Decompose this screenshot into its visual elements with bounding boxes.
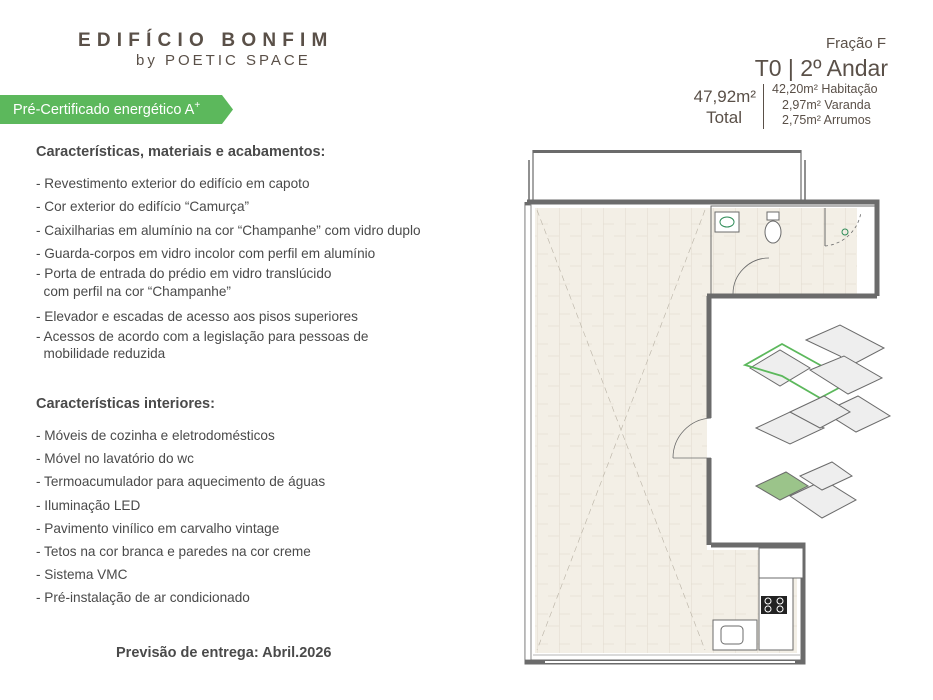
list-item: - Pré-instalação de ar condicionado	[36, 590, 250, 606]
total-area: 47,92m²	[693, 87, 756, 106]
kitchen-sink	[713, 620, 757, 650]
certificate-plus: +	[194, 100, 201, 111]
list-item: - Caixilharias em alumínio na cor “Champanhe” com vidro duplo	[36, 222, 421, 238]
list-item: - Móvel no lavatório do wc	[36, 451, 194, 467]
list-item: mobilidade reduzida	[36, 346, 166, 362]
energy-certificate-badge	[0, 95, 233, 124]
interiors-list	[36, 424, 325, 610]
brand-subtitle: by POETIC SPACE	[136, 52, 311, 69]
materials-title: Características, materiais e acabamentos:	[36, 144, 326, 160]
area-arrumos: 2,75m² Arrumos	[782, 113, 871, 127]
list-item: - Revestimento exterior do edifício em capoto	[36, 176, 310, 191]
total-area-label: Total	[706, 108, 742, 127]
list-item: - Termoacumulador para aquecimento de águas	[36, 474, 326, 490]
key-plan-floor-2	[745, 325, 884, 398]
unit-typology: T0 | 2º Andar	[754, 55, 888, 81]
list-item: - Pavimento vinílico em carvalho vintage	[36, 520, 280, 536]
list-item: - Cor exterior do edifício “Camurça”	[36, 199, 250, 215]
materials-list	[36, 172, 421, 362]
delivery-date: Previsão de entrega: Abril.2026	[116, 645, 332, 661]
list-item: - Elevador e escadas de acesso aos pisos superiores	[36, 309, 358, 325]
list-item: - Tetos na cor branca e paredes na cor creme	[36, 544, 311, 560]
balcony	[533, 150, 801, 202]
list-item: - Móveis de cozinha e eletrodomésticos	[36, 428, 275, 443]
certificate-label-text: Pré-Certificado energético A	[13, 101, 195, 118]
brand-title: EDIFÍCIO BONFIM	[78, 30, 334, 51]
key-plan-floor-1	[756, 396, 890, 444]
area-habitacao: 42,20m² Habitação	[772, 82, 878, 96]
list-item: - Acessos de acordo com a legislação para pessoas de	[36, 329, 369, 345]
key-plan-ground-floor	[756, 462, 856, 518]
list-item: - Sistema VMC	[36, 567, 128, 583]
list-item: - Porta de entrada do prédio em vidro translúcido	[36, 266, 332, 282]
unit-fraction: Fração F	[825, 35, 886, 52]
list-item: com perfil na cor “Champanhe”	[36, 284, 231, 300]
list-item: - Iluminação LED	[36, 497, 141, 513]
list-item: - Guarda-corpos em vidro incolor com perfil em alumínio	[36, 245, 376, 261]
building-key-plans	[740, 320, 900, 530]
cooktop	[761, 596, 787, 614]
area-breakdown	[772, 82, 878, 129]
interiors-title: Características interiores:	[36, 396, 215, 412]
certificate-label	[13, 100, 200, 118]
area-divider	[763, 84, 764, 129]
area-varanda: 2,97m² Varanda	[782, 97, 871, 112]
